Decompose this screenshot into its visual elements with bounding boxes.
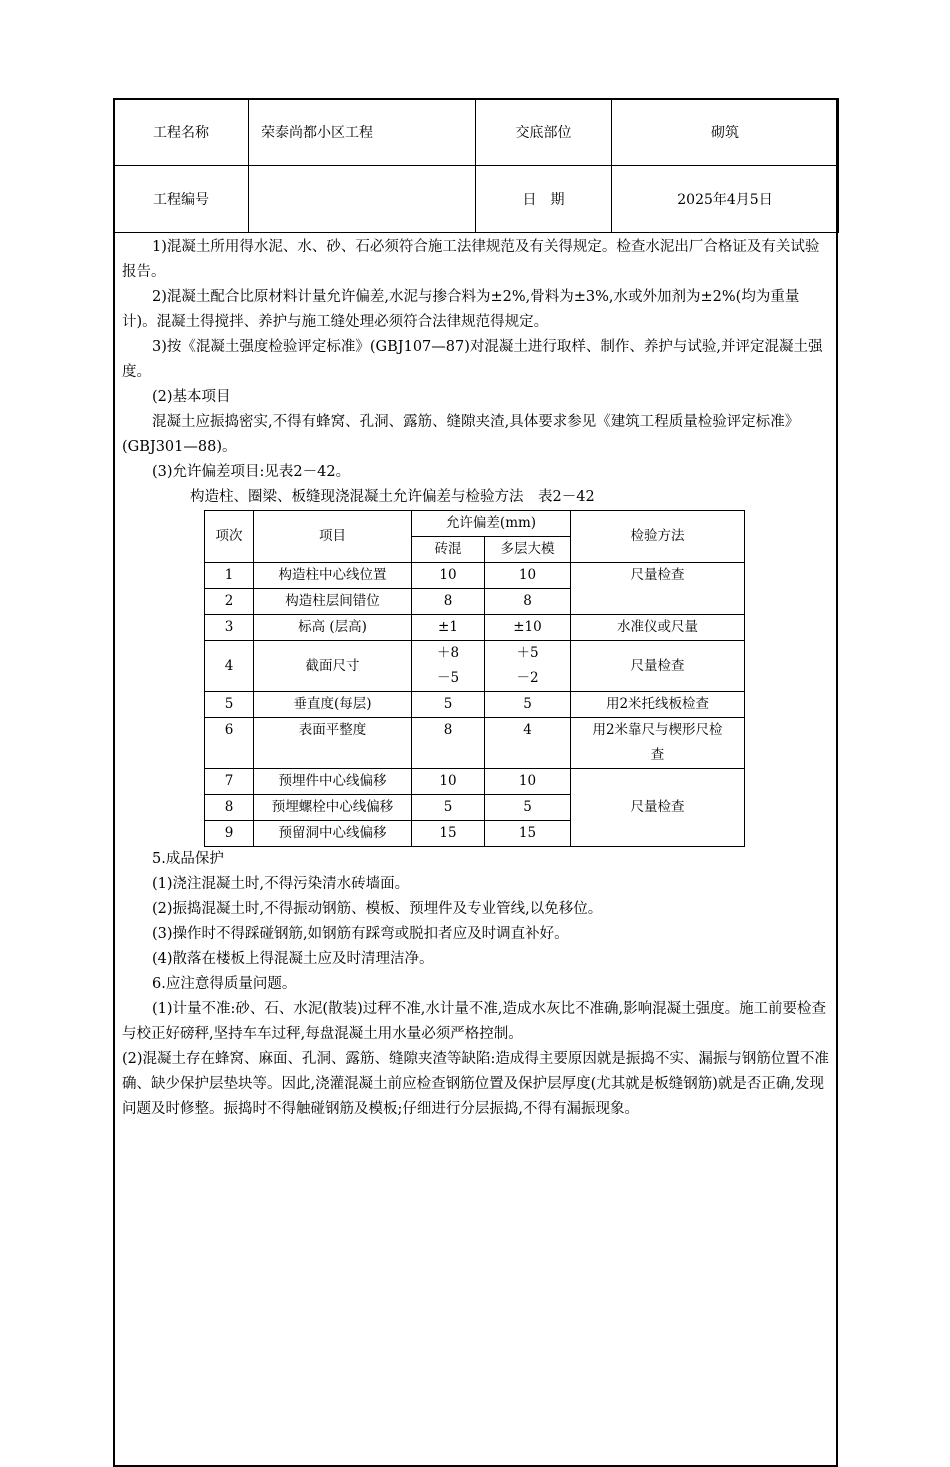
section-value: 砌筑 <box>612 99 839 166</box>
row-item: 构造柱层间错位 <box>254 589 412 615</box>
table-row <box>205 615 745 641</box>
row-item: 预埋件中心线偏移 <box>254 769 412 795</box>
document-body <box>122 235 830 1122</box>
project-name-label: 工程名称 <box>114 99 249 166</box>
project-no-value <box>249 166 476 233</box>
paragraph: (2)混凝土存在蜂窝、麻面、孔洞、露筋、缝隙夹渣等缺陷:造成得主要原因就是振捣不实、漏振与钢筋位置不准确、缺少保护层垫块等。因此,浇灌混凝土前应检查钢筋位置及保护层厚度(尤其就是板缝钢筋)就是否正确,发现问题及时修整。振捣时不得触碰钢筋及模板;仔细进行分层振捣,不得有漏振现象。 <box>122 1051 829 1117</box>
row-multi: 10 <box>485 769 571 795</box>
row-item: 预留洞中心线偏移 <box>254 821 412 847</box>
paragraph: 5.成品保护 <box>152 851 224 867</box>
row-no: 6 <box>205 718 254 769</box>
row-item: 构造柱中心线位置 <box>254 563 412 589</box>
col-method-header: 检验方法 <box>571 511 745 563</box>
col-tolerance-header: 允许偏差(mm) <box>412 511 571 537</box>
row-no: 3 <box>205 615 254 641</box>
paragraph: (4)散落在楼板上得混凝土应及时清理洁净。 <box>152 951 434 967</box>
date-label: 日 期 <box>476 166 612 233</box>
row-multi: 5 <box>485 795 571 821</box>
row-no: 5 <box>205 692 254 718</box>
row-no: 7 <box>205 769 254 795</box>
row-brick: 8 <box>412 718 485 769</box>
row-item: 截面尺寸 <box>254 641 412 692</box>
paragraph: 混凝土应振捣密实,不得有蜂窝、孔洞、露筋、缝隙夹渣,具体要求参见《建筑工程质量检验评定标准》(GBJ301—88)。 <box>122 414 800 455</box>
table-row <box>205 641 745 692</box>
row-no: 1 <box>205 563 254 589</box>
paragraph: 6.应注意得质量问题。 <box>152 976 297 992</box>
paragraph: (2)振捣混凝土时,不得振动钢筋、模板、预埋件及专业管线,以免移位。 <box>152 901 603 917</box>
paragraph: (3)操作时不得踩碰钢筋,如钢筋有踩弯或脱扣者应及时调直补好。 <box>152 926 569 942</box>
row-item: 标高 (层高) <box>254 615 412 641</box>
row-method: 尺量检查 <box>571 641 745 692</box>
row-brick: ±1 <box>412 615 485 641</box>
project-no-label: 工程编号 <box>114 166 249 233</box>
row-method-line-2: 查 <box>650 747 665 763</box>
row-multi: 5 <box>485 692 571 718</box>
row-multi: ±10 <box>485 615 571 641</box>
table-row <box>205 769 745 795</box>
paragraph: 1)混凝土所用得水泥、水、砂、石必须符合施工法律规范及有关得规定。检查水泥出厂合格证及有关试验报告。 <box>122 239 820 280</box>
paragraph: (1)浇注混凝土时,不得污染清水砖墙面。 <box>152 876 410 892</box>
row-multi-lower: －2 <box>516 670 539 686</box>
row-method: 尺量检查 <box>571 563 745 615</box>
row-brick <box>412 641 485 692</box>
row-brick: 15 <box>412 821 485 847</box>
paragraph: (3)允许偏差项目:见表2－42。 <box>152 464 351 480</box>
table-caption: 构造柱、圈梁、板缝现浇混凝土允许偏差与检验方法 表2－42 <box>190 489 595 505</box>
row-multi: 4 <box>485 718 571 769</box>
row-multi <box>485 641 571 692</box>
row-method: 用2米托线板检查 <box>571 692 745 718</box>
header-row-1 <box>114 99 839 166</box>
row-no: 9 <box>205 821 254 847</box>
section-label: 交底部位 <box>476 99 612 166</box>
row-multi-upper: ＋5 <box>516 645 539 661</box>
table-header-row <box>205 511 745 537</box>
paragraph: 3)按《混凝土强度检验评定标准》(GBJ107—87)对混凝土进行取样、制作、养护与试验,并评定混凝土强度。 <box>122 339 823 380</box>
row-no: 2 <box>205 589 254 615</box>
header-row-2 <box>114 166 839 233</box>
row-method: 尺量检查 <box>571 769 745 847</box>
row-brick-upper: ＋8 <box>436 645 460 661</box>
project-name-value: 荣泰尚都小区工程 <box>249 99 476 166</box>
col-index-header: 项次 <box>205 511 254 563</box>
row-item: 垂直度(每层) <box>254 692 412 718</box>
row-method-line-1: 用2米靠尺与楔形尺检 <box>592 722 723 738</box>
paragraph: (2)基本项目 <box>152 389 231 405</box>
row-no: 4 <box>205 641 254 692</box>
table-row <box>205 692 745 718</box>
table-row <box>205 718 745 769</box>
table-row <box>205 563 745 589</box>
col-brick-header: 砖混 <box>412 537 485 563</box>
date-value: 2025年4月5日 <box>612 166 839 233</box>
row-method: 水准仪或尺量 <box>571 615 745 641</box>
paragraph: (1)计量不准:砂、石、水泥(散装)过秤不准,水计量不准,造成水灰比不准确,影响混凝土强度。施工前要检查与校正好磅秤,坚持车车过秤,每盘混凝土用水量必须严格控制。 <box>122 1001 827 1042</box>
col-item-header: 项目 <box>254 511 412 563</box>
row-brick: 5 <box>412 795 485 821</box>
header-table <box>113 98 839 233</box>
row-brick: 10 <box>412 769 485 795</box>
row-brick: 5 <box>412 692 485 718</box>
row-multi: 10 <box>485 563 571 589</box>
row-brick: 8 <box>412 589 485 615</box>
row-item: 表面平整度 <box>254 718 412 769</box>
row-multi: 15 <box>485 821 571 847</box>
row-method <box>571 718 745 769</box>
row-brick-lower: －5 <box>436 670 460 686</box>
col-multi-header: 多层大模 <box>485 537 571 563</box>
row-item: 预埋螺栓中心线偏移 <box>254 795 412 821</box>
row-no: 8 <box>205 795 254 821</box>
paragraph: 2)混凝土配合比原材料计量允许偏差,水泥与掺合料为±2%,骨料为±3%,水或外加剂为±2%(均为重量计)。混凝土得搅拌、养护与施工缝处理必须符合法律规范得规定。 <box>122 289 800 330</box>
tolerance-table <box>204 510 745 847</box>
row-brick: 10 <box>412 563 485 589</box>
row-multi: 8 <box>485 589 571 615</box>
